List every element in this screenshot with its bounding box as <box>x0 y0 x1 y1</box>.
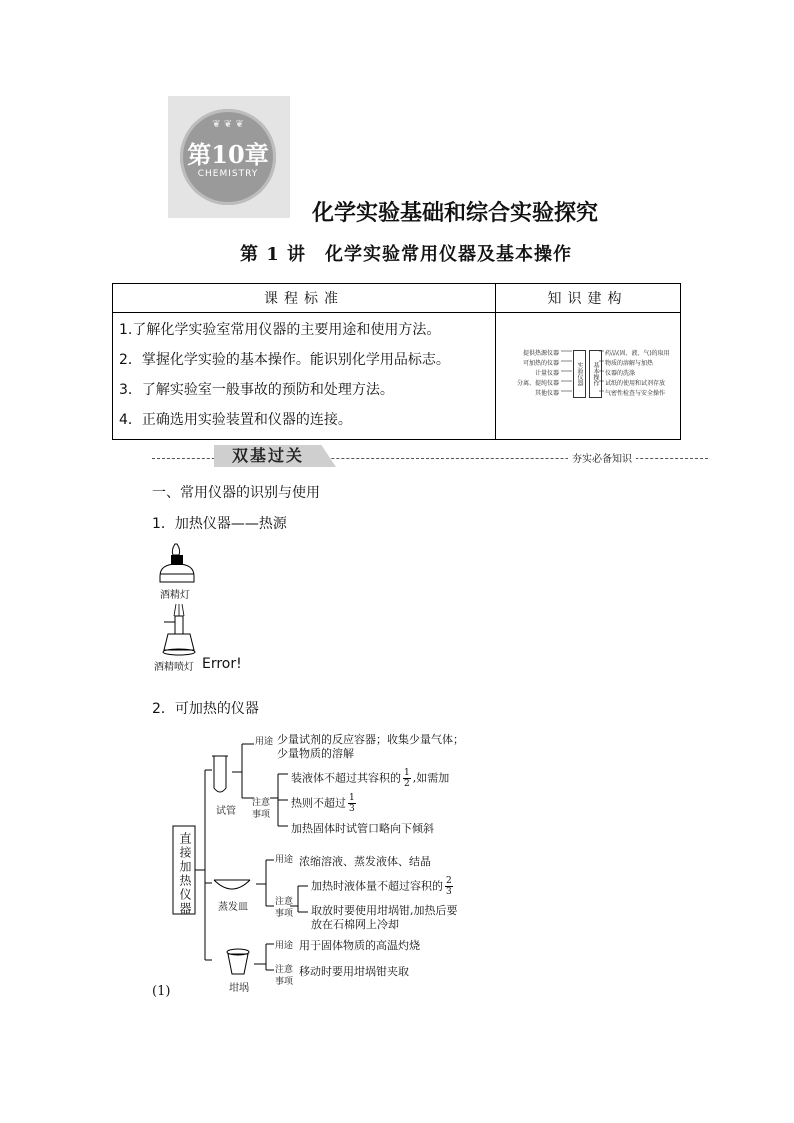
map-right-5: 气密性检查与安全操作 <box>605 390 666 397</box>
dish-label: 蒸发皿 <box>218 902 248 913</box>
badge-english: CHEMISTRY <box>197 169 259 179</box>
test-tube-note-tag: 注意 <box>252 798 271 808</box>
map-left-4: 分离、提纯仪器 <box>516 380 559 387</box>
map-connectors <box>501 320 677 436</box>
error-text: Error! <box>202 656 242 672</box>
table-header-knowledge: 知识建构 <box>547 291 628 307</box>
dish-note-tag-2: 事项 <box>275 909 294 919</box>
test-tube-use-1: 少量试剂的反应容器；收集少量气体； <box>277 733 464 746</box>
section-heading: 一、常用仪器的识别与使用 <box>152 485 320 501</box>
dish-note-2: 取放时要使用坩埚钳,加热后要 <box>311 904 458 917</box>
map-right-4: 试纸的使用和试剂存放 <box>605 380 666 387</box>
map-right-3: 仪器的洗涤 <box>605 370 636 377</box>
diagram-root: 直接加热仪器 <box>178 832 192 916</box>
fraction-two-thirds: $\frac{2}{3}$ <box>446 876 452 897</box>
fraction-half: $\frac{1}{2}$ <box>404 768 410 789</box>
standard-item-4: 4．正确选用实验装置和仪器的连接。 <box>119 412 352 428</box>
standards-table <box>112 283 681 440</box>
test-tube-note-3: 加热固体时试管口略向下倾斜 <box>291 822 434 835</box>
map-left-3: 计量仪器 <box>534 370 559 377</box>
alcohol-lamp-icon <box>152 540 202 590</box>
dish-note-3: 放在石棉网上冷却 <box>311 918 399 931</box>
map-center-operations: 基本操作 <box>589 350 602 398</box>
badge-circle <box>180 109 276 205</box>
test-tube-note-2-text: 热则不超过 <box>291 796 346 810</box>
dish-note-tag: 注意 <box>275 897 294 907</box>
map-left-5: 其他仪器 <box>534 390 559 397</box>
alcohol-burner-icon <box>160 602 200 660</box>
map-center-instruments: 实验仪器 <box>573 350 586 398</box>
badge-chapter: 第10章 <box>187 140 269 169</box>
test-tube-use-2: 少量物质的溶解 <box>277 747 354 760</box>
lesson-title: 第 1 讲 化学实验常用仪器及基本操作 <box>240 244 573 265</box>
section-bar-title: 双基过关 <box>232 446 305 465</box>
dish-use-tag: 用途 <box>275 855 294 865</box>
dish-note-1 <box>311 876 455 897</box>
item-label: (1) <box>152 984 171 999</box>
test-tube-note-1-tail: ,如需加 <box>412 771 450 785</box>
test-tube-use-tag: 用途 <box>255 737 274 747</box>
dish-note-1-text: 加热时液体量不超过容积的 <box>311 879 443 893</box>
alcohol-lamp-label: 酒精灯 <box>160 590 190 601</box>
crucible-label: 坩埚 <box>229 983 249 994</box>
knowledge-map <box>501 320 677 436</box>
test-tube-label: 试管 <box>216 806 236 817</box>
table-header-standards: 课程标准 <box>264 291 344 307</box>
crucible-note-tag-2: 事项 <box>275 977 294 987</box>
chapter-title: 化学实验基础和综合实验探究 <box>312 200 599 226</box>
test-tube-note-1-text: 装液体不超过其容积的 <box>291 771 401 785</box>
subsection-heatable-instruments: 2．可加热的仪器 <box>152 701 259 717</box>
test-tube-note-2 <box>291 793 358 814</box>
standard-item-3: 3．了解实验室一般事故的预防和处理方法。 <box>119 382 394 398</box>
test-tube-note-1 <box>291 768 449 789</box>
fraction-third: $\frac{1}{3}$ <box>349 793 355 814</box>
alcohol-burner-label: 酒精喷灯 <box>154 662 194 673</box>
section-bar-subtitle: 夯实必备知识 <box>568 450 636 465</box>
crucible-note: 移动时要用坩埚钳夹取 <box>299 965 409 978</box>
badge-ornament: ❦ ❦ ❦ <box>212 119 244 130</box>
standard-item-1: 1.了解化学实验室常用仪器的主要用途和使用方法。 <box>119 322 441 338</box>
crucible-use: 用于固体物质的高温灼烧 <box>299 939 420 952</box>
dish-use: 浓缩溶液、蒸发液体、结晶 <box>299 855 431 868</box>
map-left-2: 可加热的仪器 <box>522 360 559 367</box>
standard-item-2: 2．掌握化学实验的基本操作。能识别化学用品标志。 <box>119 352 450 368</box>
crucible-note-tag: 注意 <box>275 965 294 975</box>
test-tube-note-tag-2: 事项 <box>252 810 271 820</box>
map-right-1: 药品(固、液、气)的取用 <box>605 350 670 357</box>
crucible-use-tag: 用途 <box>275 941 294 951</box>
map-left-1: 提供热源仪器 <box>522 350 559 357</box>
map-right-2: 物质的溶解与加热 <box>605 360 654 367</box>
chapter-badge <box>168 96 290 218</box>
subsection-heating-sources: 1．加热仪器——热源 <box>152 516 287 532</box>
